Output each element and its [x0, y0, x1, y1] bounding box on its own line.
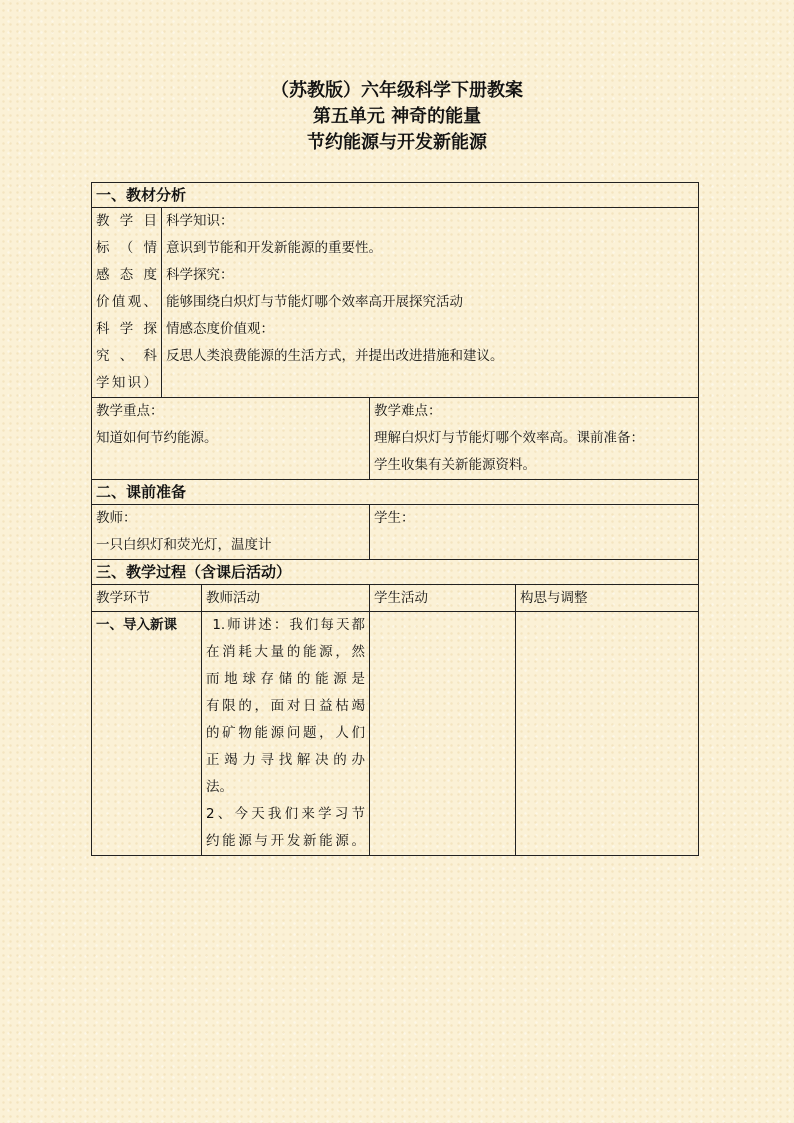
section-prep-header-row — [92, 480, 699, 505]
key-point-cell: 教学重点： 知道如何节约能源。 — [92, 398, 370, 480]
document-title-lesson: 节约能源与开发新能源 — [307, 132, 487, 153]
document-title-block — [0, 78, 794, 156]
process-columns-row — [92, 585, 699, 612]
section-analysis-header-row — [92, 183, 699, 208]
section-analysis-header: 一、教材分析 — [92, 183, 699, 208]
objectives-row — [92, 208, 699, 398]
process-row-intro — [92, 612, 699, 856]
student-prep-cell: 学生： — [370, 505, 699, 560]
document-title-unit: 第五单元 神奇的能量 — [312, 106, 482, 127]
objectives-content: 科学知识： 意识到节能和开发新能源的重要性。 科学探究： 能够围绕白炽灯与节能灯哪个效率高开展探究活动 情感态度价值观： 反思人类浪费能源的生活方式，并提出改进措施和建议。 — [162, 208, 699, 398]
lesson-plan-table — [91, 182, 699, 856]
column-header-teacher: 教师活动 — [202, 585, 370, 612]
section-prep-header: 二、课前准备 — [92, 480, 699, 505]
key-points-row — [92, 398, 699, 480]
stage-cell: 一、导入新课 — [92, 612, 202, 856]
notes-cell — [516, 612, 699, 856]
document-title-course: （苏教版）六年级科学下册教案 — [271, 80, 523, 101]
column-header-notes: 构思与调整 — [516, 585, 699, 612]
difficulty-cell: 教学难点： 理解白炽灯与节能灯哪个效率高。课前准备： 学生收集有关新能源资料。 — [370, 398, 699, 480]
column-header-student: 学生活动 — [370, 585, 516, 612]
objectives-label: 教学目 标（情 感态度 价值观、 科学探 究、科 学知识） — [92, 208, 162, 398]
column-header-stage: 教学环节 — [92, 585, 202, 612]
student-activity-cell — [370, 612, 516, 856]
section-process-header-row — [92, 560, 699, 585]
teacher-prep-cell: 教师： 一只白织灯和荧光灯，温度计 — [92, 505, 370, 560]
section-process-header: 三、教学过程（含课后活动） — [92, 560, 699, 585]
teacher-activity-cell: 1.师讲述：我们每天都 在消耗大量的能源，然 而地球存储的能源是 有限的，面对日益枯竭 的矿物能源问题，人们 正竭力寻找解决的办 法。 2、今天我们来学习节 约能源与开发新能源。 — [202, 612, 370, 856]
prep-row — [92, 505, 699, 560]
